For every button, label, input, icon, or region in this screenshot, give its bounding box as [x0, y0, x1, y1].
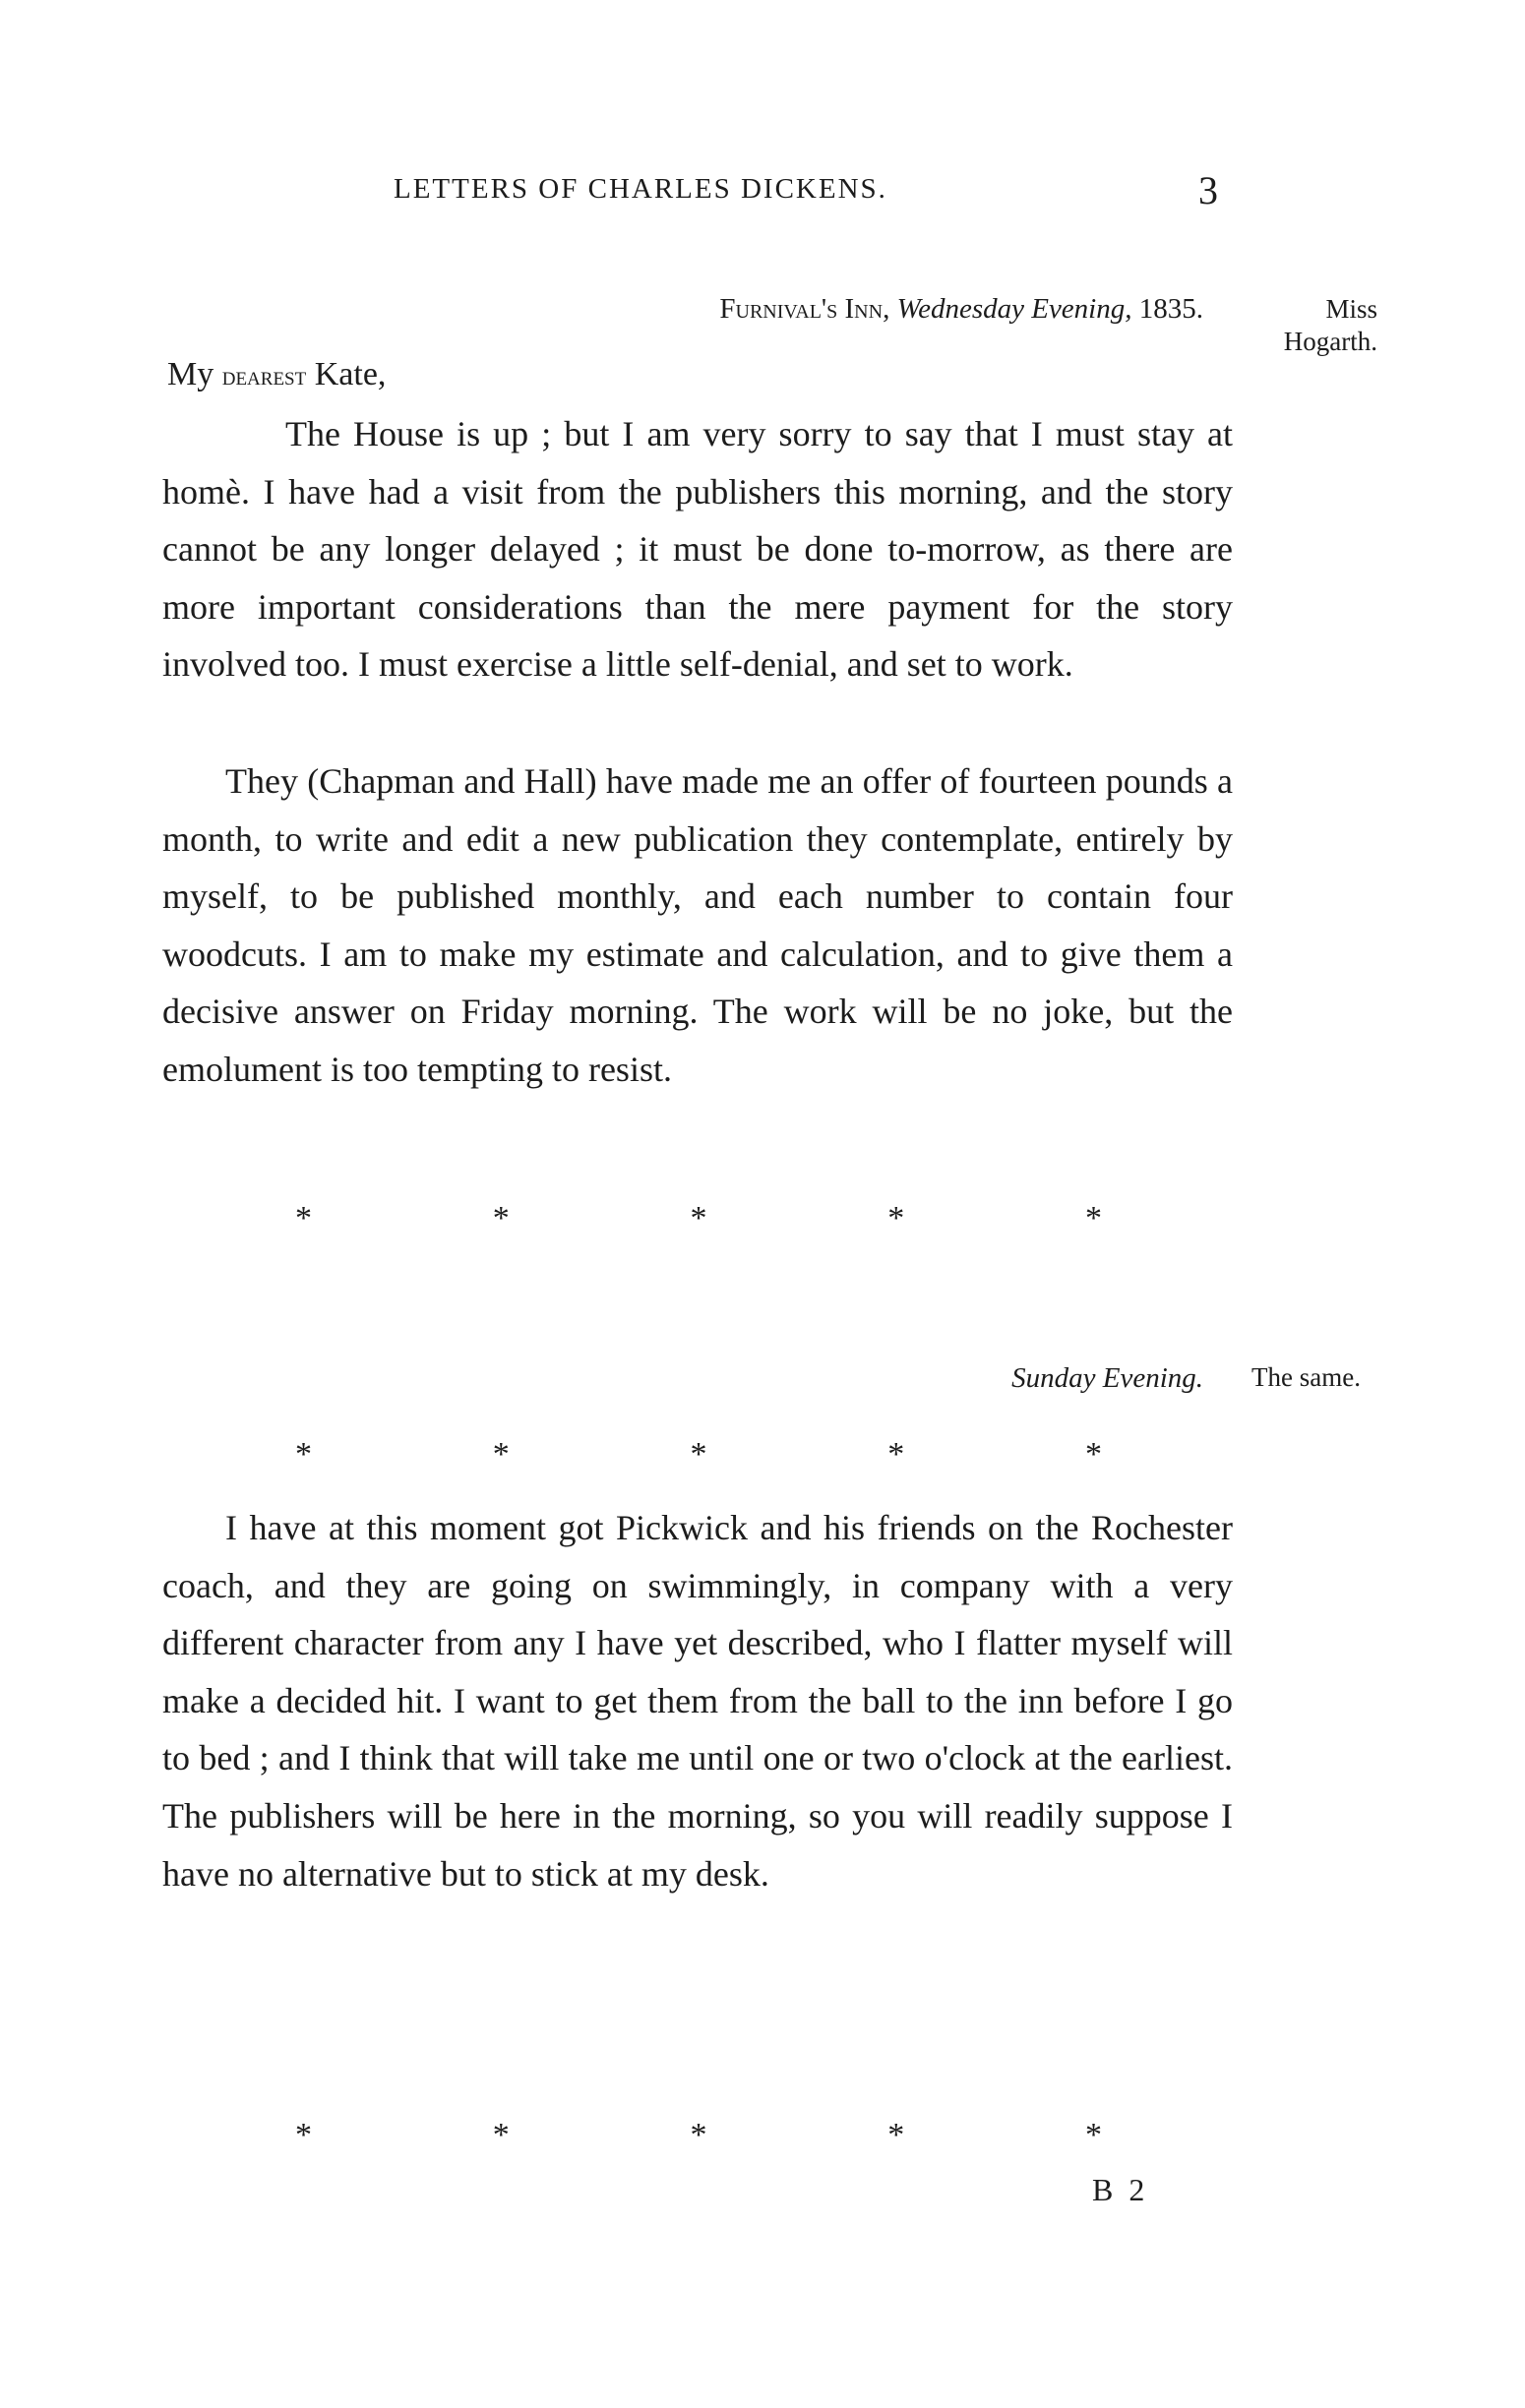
letter-1-dateline: [416, 293, 1203, 326]
asterisk: *: [1085, 1436, 1102, 1473]
asterisk: *: [295, 1200, 312, 1236]
salutation-dearest: dearest: [221, 361, 307, 391]
letter-2-paragraph-1: I have at this moment got Pickwick and his friends on the Rochester coach, and they are going on swimmingly, in company with a very different character from any I have yet described, who I flatter myself will make a decided hit. I want to get them from the ball to the inn before I go to bed ; and I think that will take me until one or two o'clock at the earliest. The publishers will be here in the morning, so you will readily suppose I have no alternative but to stick at my desk.: [162, 1508, 1233, 1894]
asterisk: *: [1085, 1200, 1102, 1236]
salutation-kate: Kate,: [314, 356, 387, 392]
running-head: LETTERS OF CHARLES DICKENS.: [394, 173, 887, 205]
dateline-day: Wednesday Evening,: [896, 293, 1132, 325]
salutation: [167, 356, 386, 393]
margin-note-recipient-2: The same.: [1251, 1362, 1361, 1392]
asterisk: *: [887, 1200, 905, 1236]
margin-note-recipient: Miss Hogarth.: [1283, 294, 1377, 356]
letter-2-dateline: Sunday Evening.: [1011, 1362, 1203, 1394]
asterisk: *: [887, 1436, 905, 1473]
letter-1-paragraph-2: They (Chapman and Hall) have made me an offer of fourteen pounds a month, to write and edit a new publication they contemplate, entirely by myself, to be published monthly, and each number to contain four woodcuts. I am to make my estimate and calculation, and to give them a decisive answer on Friday morning. The work will be no joke, but the emolument is too tempting to resist.: [162, 761, 1233, 1089]
asterisk: *: [492, 1200, 510, 1236]
asterisk: *: [492, 1436, 510, 1473]
asterisk: *: [295, 2117, 312, 2153]
asterisk: *: [690, 2117, 707, 2153]
letter-1-paragraph-1: The House is up ; but I am very sorry to say that I must stay at homè. I have had a visit from the publishers this morning, and the story cannot be any longer delayed ; it must be done to-morrow, as there are more important considerations than the mere payment for the story involved too. I must exercise a little self-denial, and set to work.: [162, 414, 1233, 685]
dateline-year: 1835.: [1138, 293, 1203, 325]
asterisk: *: [690, 1436, 707, 1473]
asterisk: *: [887, 2117, 905, 2153]
asterisk: *: [492, 2117, 510, 2153]
asterisk-divider: [295, 1200, 1102, 1237]
asterisk-divider: [295, 1436, 1102, 1474]
salutation-my: My: [167, 356, 214, 392]
asterisk: *: [1085, 2117, 1102, 2153]
asterisk: *: [295, 1436, 312, 1473]
asterisk-divider: [295, 2117, 1102, 2154]
signature-mark: B 2: [1092, 2172, 1149, 2207]
page-number: 3: [1198, 168, 1218, 212]
dateline-place: Furnival's Inn,: [719, 293, 890, 325]
asterisk: *: [690, 1200, 707, 1236]
